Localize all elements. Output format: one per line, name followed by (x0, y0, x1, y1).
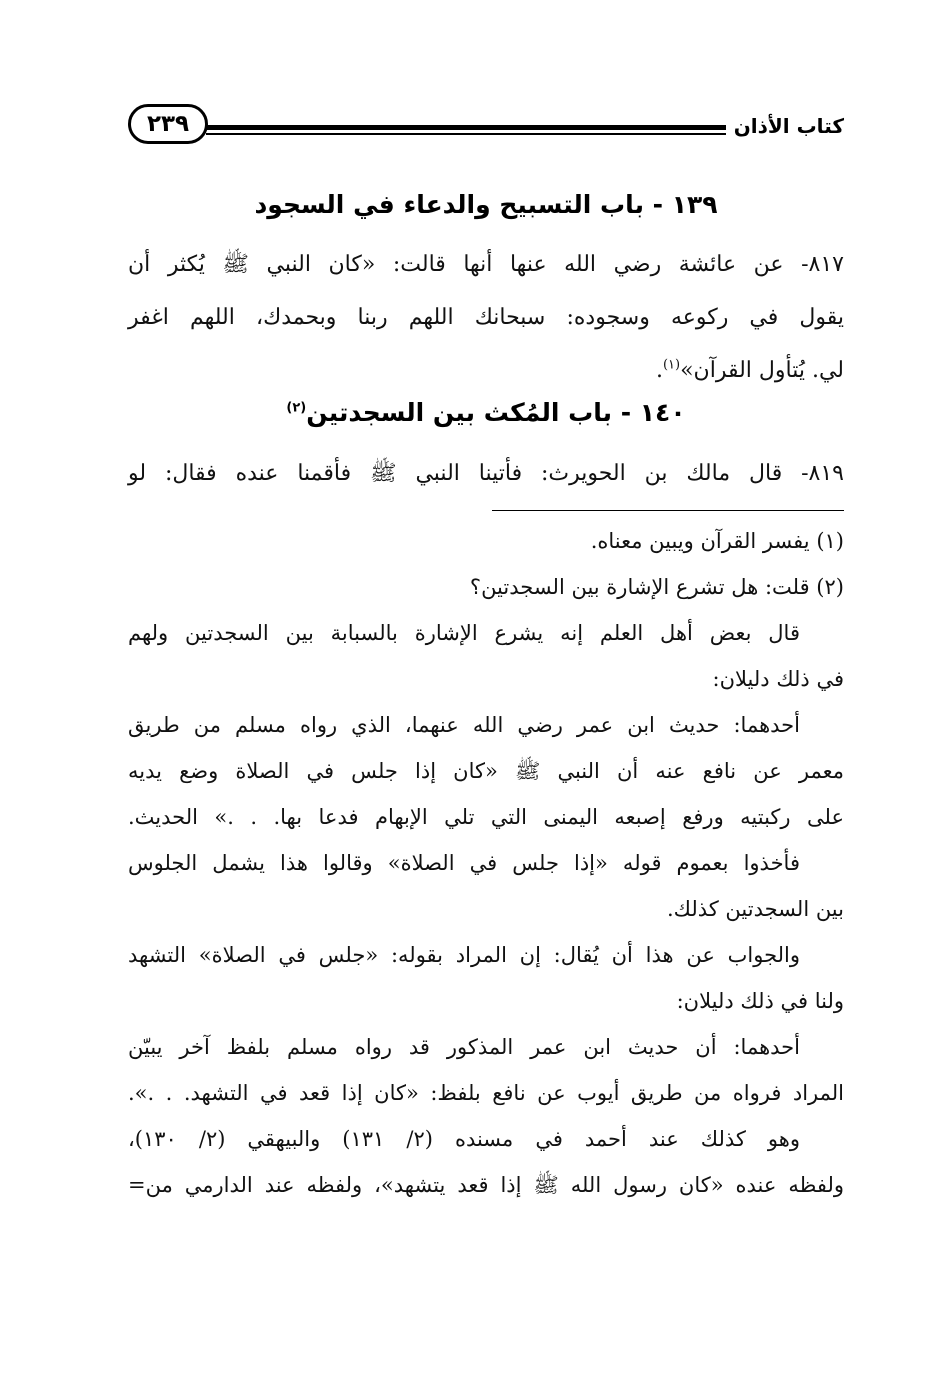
hadith-819 (128, 447, 844, 500)
fn2-para-3-line-2: بين السجدتين كذلك. (666, 897, 844, 921)
header-rule-thin (206, 133, 726, 135)
fn2-para-1-line-2: في ذلك دليلان: (712, 667, 844, 691)
fn2-para-3-line-1: فأخذوا بعموم قوله «إذا جلس في الصلاة» وقالوا هذا يشمل الجلوس (128, 851, 800, 875)
page-number: ٢٣٩ (128, 104, 208, 144)
footnote-divider (492, 510, 844, 511)
fn2-para-1-line-1: قال بعض أهل العلم إنه يشرع الإشارة بالسبابة بين السجدتين ولهم (128, 621, 800, 645)
footnote-ref-1: (١) (662, 357, 681, 373)
fn2-para-6-line-1: وهو كذلك عند أحمد في مسنده (٢/ ١٣١) والبيهقي (٢/ ١٣٠)، (128, 1127, 800, 1151)
hadith-817 (128, 238, 844, 397)
fn2-para-2-line-3: على ركبتيه ورفع إصبعه اليمنى التي تلي الإبهام فدعا بها. . .» الحديث. (128, 805, 844, 829)
header-rule-thick (206, 125, 726, 130)
fn2-para-5-line-1: أحدهما: أن حديث ابن عمر المذكور قد رواه مسلم بلفظ آخر يبيّن (128, 1035, 800, 1059)
fn2-para-4-line-2: ولنا في ذلك دليلان: (676, 989, 844, 1013)
footnotes (128, 518, 844, 1208)
footnote-ref-2: (٢) (286, 400, 307, 416)
hadith-817-line-3-text: لي. يُتأول القرآن» (680, 358, 844, 383)
fn2-para-4-line-1: والجواب عن هذا أن يُقال: إن المراد بقوله: «جلس في الصلاة» التشهد (128, 943, 800, 967)
footnote-1: (١) يفسر القرآن ويبين معناه. (590, 529, 844, 553)
fn2-para-5-line-2: المراد فرواه من طريق أيوب عن نافع بلفظ: «كان إذا قعد في التشهد. . .». (128, 1081, 844, 1105)
footnote-2: (٢) قلت: هل تشرع الإشارة بين السجدتين؟ (469, 575, 844, 599)
chapter-heading-140-text: ١٤٠ - باب المُكث بين السجدتين (306, 398, 686, 427)
book-title: كتاب الأذان (733, 114, 844, 138)
fn2-para-2-line-1: أحدهما: حديث ابن عمر رضي الله عنهما، الذي رواه مسلم من طريق (128, 713, 800, 737)
hadith-817-line-3 (128, 344, 844, 397)
hadith-817-line-1: ٨١٧- عن عائشة رضي الله عنها أنها قالت: «كان النبي ﷺ يُكثر أن (128, 252, 844, 277)
fn2-para-6-line-2: ولفظه عنده «كان رسول الله ﷺ إذا قعد يتشهد»، ولفظه عند الدارمي من= (128, 1173, 844, 1197)
hadith-817-line-3-end: . (655, 358, 663, 383)
running-header (128, 102, 844, 158)
chapter-heading-140 (128, 398, 844, 427)
hadith-817-line-2: يقول في ركوعه وسجوده: سبحانك اللهم ربنا وبحمدك، اللهم اغفر (128, 305, 844, 330)
chapter-heading-139: ١٣٩ - باب التسبيح والدعاء في السجود (254, 190, 718, 219)
fn2-para-2-line-2: معمر عن نافع عنه أن النبي ﷺ «كان إذا جلس في الصلاة وضع يديه (128, 759, 844, 783)
hadith-819-line-1: ٨١٩- قال مالك بن الحويرث: فأتينا النبي ﷺ فأقمنا عنده فقال: لو (128, 461, 844, 486)
